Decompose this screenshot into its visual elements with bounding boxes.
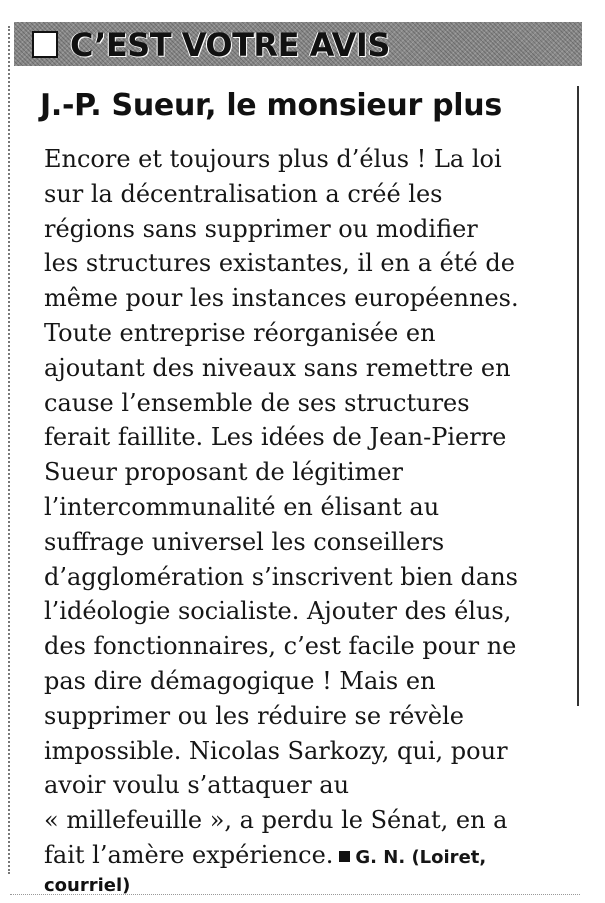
- body-line: l’intercommunalité en élisant au: [44, 492, 440, 521]
- body-line: suffrage universel les conseillers: [44, 527, 445, 556]
- body-line: sur la décentralisation a créé les: [44, 179, 443, 208]
- rubric-banner: [14, 22, 582, 66]
- body-line: supprimer ou les réduire se révèle: [44, 701, 465, 730]
- signature-line-2: courriel): [44, 874, 131, 896]
- body-line: les structures existantes, il en a été de: [44, 249, 515, 278]
- body-line: des fonctionnaires, c’est facile pour ne: [44, 632, 517, 661]
- body-line: l’idéologie socialiste. Ajouter des élus,: [44, 597, 512, 626]
- body-line: Toute entreprise réorganisée en: [44, 318, 436, 347]
- body-line: ajoutant des niveaux sans remettre en: [44, 353, 511, 382]
- body-line: ferait faillite. Les idées de Jean-Pierre: [44, 423, 507, 452]
- body-line: « millefeuille », a perdu le Sénat, en a: [44, 806, 508, 835]
- body-line: d’agglomération s’inscrivent bien dans: [44, 562, 518, 591]
- body-line: pas dire démagogique ! Mais en: [44, 666, 436, 695]
- left-column-rule: [8, 26, 10, 874]
- body-line: Sueur proposant de légitimer: [44, 458, 403, 487]
- article-body: [44, 142, 584, 899]
- body-last-line-text: fait l’amère expérience.: [44, 840, 334, 869]
- signature-square-icon: [339, 851, 350, 862]
- rubric-square-icon: [32, 31, 58, 58]
- body-line: cause l’ensemble de ses structures: [44, 388, 470, 417]
- body-line: même pour les instances européennes.: [44, 284, 519, 313]
- article-headline: J.-P. Sueur, le monsieur plus: [40, 88, 502, 123]
- body-line: impossible. Nicolas Sarkozy, qui, pour: [44, 736, 508, 765]
- signature-line-1: G. N. (Loiret,: [355, 846, 487, 868]
- signature: [339, 841, 486, 876]
- body-line: Encore et toujours plus d’élus ! La loi: [44, 145, 502, 173]
- body-last-line: [44, 838, 584, 873]
- body-line: avoir voulu s’attaquer au: [44, 771, 350, 800]
- body-line: régions sans supprimer ou modifier: [44, 214, 478, 243]
- rubric-title: C’EST VOTRE AVIS: [70, 26, 390, 64]
